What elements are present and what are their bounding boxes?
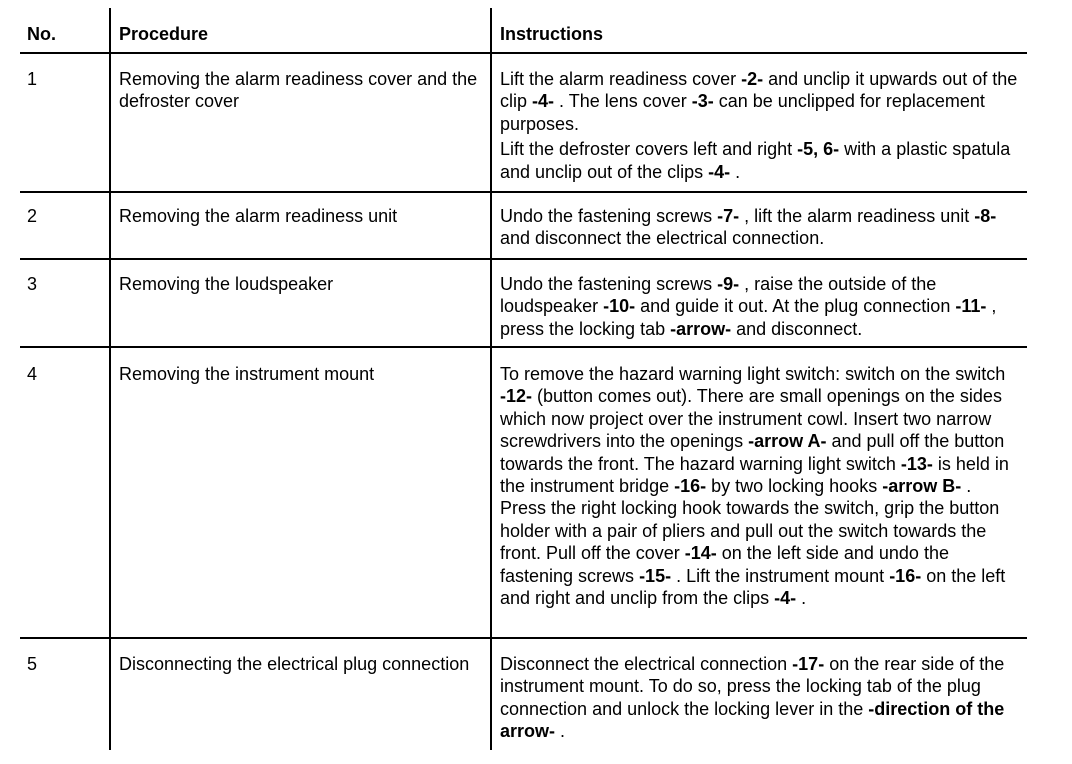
reference-label: -16- [889, 565, 922, 586]
instruction-text: , lift the alarm readiness unit [739, 206, 975, 226]
instruction-text: Undo the fastening screws [500, 206, 718, 226]
instruction-text: and unclip it upwards out of the clip [500, 69, 1018, 112]
row-instructions [500, 68, 1022, 183]
instruction-text: on the rear side of the instrument mount. To do so, press the locking tab of the plug connection and unlock the locking lever in the [500, 654, 1005, 719]
instruction-text: To remove the hazard warning light switch: switch on the switch [500, 364, 1006, 384]
instruction-text: . [555, 721, 566, 742]
instruction-text: and guide it out. At the plug connection [635, 296, 956, 317]
reference-label: -14- [684, 543, 717, 564]
row-procedure: Removing the loudspeaker [119, 274, 334, 294]
reference-label: -16- [674, 476, 707, 497]
reference-label: -13- [900, 453, 933, 474]
instruction-text: , press the locking tab [500, 296, 997, 339]
row-instructions [500, 653, 1022, 743]
reference-label: -4- [708, 161, 731, 182]
reference-label: -17- [792, 654, 825, 674]
header-no: No. [27, 24, 56, 44]
reference-label: -direction of the arrow- [500, 698, 1005, 742]
reference-label: -9- [717, 274, 740, 294]
row-procedure: Removing the instrument mount [119, 364, 375, 384]
reference-label: -4- [532, 91, 555, 112]
reference-label: -arrow A- [748, 431, 827, 452]
instruction-text: . [796, 588, 807, 609]
instruction-text: . Lift the instrument mount [671, 565, 890, 586]
reference-label: -arrow B- [882, 476, 962, 497]
instruction-text: . [730, 161, 741, 182]
instruction-text: Lift the alarm readiness cover [500, 69, 742, 89]
reference-label: -10- [603, 296, 636, 317]
header-instructions: Instructions [500, 24, 604, 44]
instruction-paragraph [500, 68, 1022, 135]
instruction-paragraph [500, 138, 1022, 183]
reference-label: -12- [500, 386, 533, 407]
reference-label: -11- [955, 296, 987, 317]
header-procedure: Procedure [119, 24, 209, 44]
row-number: 3 [27, 274, 38, 294]
column-divider [109, 8, 111, 750]
instruction-text: Undo the fastening screws [500, 274, 718, 294]
instruction-text: can be unclipped for replacement purposes. [500, 91, 985, 134]
reference-label: -8- [974, 206, 997, 226]
instruction-text: on the left side and undo the fastening screws [500, 543, 949, 586]
instruction-text: is held in the instrument bridge [500, 453, 1009, 497]
instruction-paragraph [500, 363, 1022, 609]
header-rule [20, 52, 1027, 54]
instruction-text: on the left and right and unclip from the clips [500, 565, 1006, 609]
row-instructions [500, 363, 1022, 609]
instruction-text: and disconnect. [731, 318, 863, 339]
row-number: 1 [27, 69, 38, 89]
instruction-text: , raise the outside of the loudspeaker [500, 274, 937, 317]
instruction-text: . Press the right locking hook towards the switch, grip the button holder with a pair of pliers and pull out the switch towards the front. Pull off the cover [500, 476, 1000, 564]
row-divider [20, 191, 1027, 193]
instruction-text: by two locking hooks [706, 476, 883, 497]
instruction-text: (button comes out). There are small openings on the sides which now project over the instrument cowl. Insert two narrow screwdrivers into the openings [500, 386, 1002, 452]
row-instructions [500, 205, 1022, 250]
reference-label: -7- [717, 206, 740, 226]
row-divider [20, 258, 1027, 260]
instruction-paragraph [500, 205, 1022, 250]
reference-label: -3- [691, 91, 714, 112]
instruction-text: . The lens cover [554, 91, 692, 112]
row-procedure: Removing the alarm readiness cover and the defroster cover [119, 69, 478, 112]
instruction-paragraph [500, 653, 1022, 743]
row-procedure: Disconnecting the electrical plug connection [119, 654, 470, 674]
row-divider [20, 637, 1027, 639]
row-number: 4 [27, 364, 38, 384]
reference-label: -5, 6- [797, 139, 840, 160]
row-number: 5 [27, 654, 38, 674]
reference-label: -15- [639, 565, 672, 586]
row-procedure: Removing the alarm readiness unit [119, 206, 398, 226]
reference-label: -arrow- [670, 318, 732, 339]
row-instructions [500, 273, 1022, 340]
instruction-paragraph [500, 273, 1022, 340]
reference-label: -2- [741, 69, 764, 89]
reference-label: -4- [774, 588, 797, 609]
instruction-text: Lift the defroster covers left and right [500, 139, 798, 160]
instruction-text: and pull off the button towards the front. The hazard warning light switch [500, 431, 1005, 474]
instruction-text: Disconnect the electrical connection [500, 654, 793, 674]
row-number: 2 [27, 206, 38, 226]
instruction-text: and disconnect the electrical connection. [500, 228, 825, 249]
instruction-text: with a plastic spatula and unclip out of the clips [500, 139, 1011, 182]
row-divider [20, 346, 1027, 348]
column-divider [490, 8, 492, 750]
